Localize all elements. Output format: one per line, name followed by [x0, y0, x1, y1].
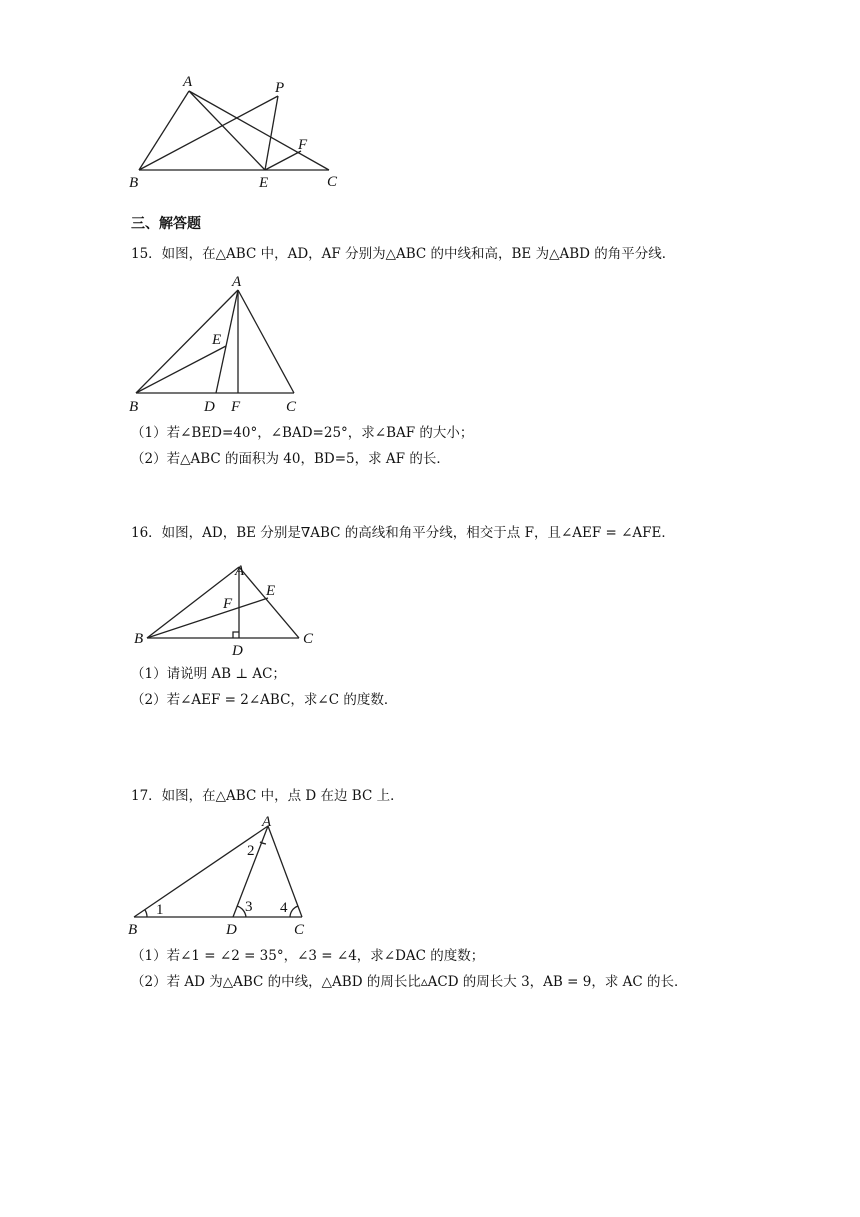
segment-ae — [189, 91, 265, 170]
figure-top-svg — [120, 70, 360, 200]
segment-pe — [265, 96, 278, 170]
segment-ef — [265, 151, 301, 170]
q15-part1: （1）若∠BED=40°，∠BAD=25°，求∠BAF 的大小； — [131, 425, 474, 441]
q15-stem: 15．如图，在△ABC 中，AD，AF 分别为△ABC 的中线和高，BE 为△ABD 的角平分线． — [131, 246, 676, 262]
angle-arc-1 — [145, 910, 147, 917]
label-f: F — [223, 596, 233, 612]
q17-figure-svg — [120, 805, 320, 945]
q16-figure — [120, 550, 330, 660]
label-b: B — [134, 631, 144, 647]
segment-ab — [136, 290, 238, 393]
q15-figure-svg — [120, 270, 320, 415]
q16-stem: 16．如图，AD，BE 分别是∇ABC 的高线和角平分线，相交于点 F，且∠AEF = ∠AFE． — [131, 525, 675, 541]
label-c: C — [294, 922, 305, 938]
label-d: D — [232, 643, 243, 659]
angle-label-1: 1 — [156, 902, 164, 918]
segment-ac — [238, 290, 294, 393]
label-a: A — [235, 563, 245, 579]
angle-label-3: 3 — [245, 899, 253, 915]
segment-be — [136, 346, 226, 393]
label-b: B — [129, 399, 139, 415]
segment-ac — [239, 567, 299, 638]
label-c: C — [286, 399, 297, 415]
q17-part1: （1）若∠1 = ∠2 = 35°，∠3 = ∠4，求∠DAC 的度数； — [131, 948, 485, 964]
q16-part2: （2）若∠AEF = 2∠ABC，求∠C 的度数． — [131, 692, 398, 708]
label-f: F — [231, 399, 241, 415]
section-heading: 三、解答题 — [131, 216, 201, 232]
angle-arc-4 — [290, 906, 298, 917]
q16-figure-svg — [120, 550, 330, 660]
label-e: E — [259, 175, 269, 191]
label-d: D — [204, 399, 215, 415]
right-angle-mark — [233, 632, 239, 638]
label-c: C — [327, 174, 338, 190]
q17-stem: 17．如图，在△ABC 中，点 D 在边 BC 上． — [131, 788, 404, 804]
label-a: A — [183, 74, 193, 90]
segment-ac — [189, 91, 329, 170]
label-e: E — [212, 332, 222, 348]
q15-figure — [120, 270, 320, 415]
segment-be — [147, 598, 268, 638]
segment-ab — [139, 91, 189, 170]
figure-top — [120, 70, 360, 200]
q17-part2: （2）若 AD 为△ABC 的中线，△ABD 的周长比▵ACD 的周长大 3，AB = 9，求 AC 的长． — [131, 974, 688, 990]
label-e: E — [266, 583, 276, 599]
label-a: A — [262, 814, 272, 830]
angle-label-2: 2 — [247, 843, 255, 859]
label-d: D — [226, 922, 237, 938]
label-a: A — [232, 274, 242, 290]
label-p: P — [275, 80, 285, 96]
q16-part1: （1）请说明 AB ⊥ AC； — [131, 666, 286, 682]
segment-bp — [139, 96, 278, 170]
angle-label-4: 4 — [280, 900, 288, 916]
q15-part2: （2）若△ABC 的面积为 40，BD=5，求 AF 的长． — [131, 451, 450, 467]
label-c: C — [303, 631, 314, 647]
q17-figure — [120, 805, 320, 945]
label-f: F — [298, 137, 308, 153]
label-b: B — [129, 175, 139, 191]
label-b: B — [128, 922, 138, 938]
